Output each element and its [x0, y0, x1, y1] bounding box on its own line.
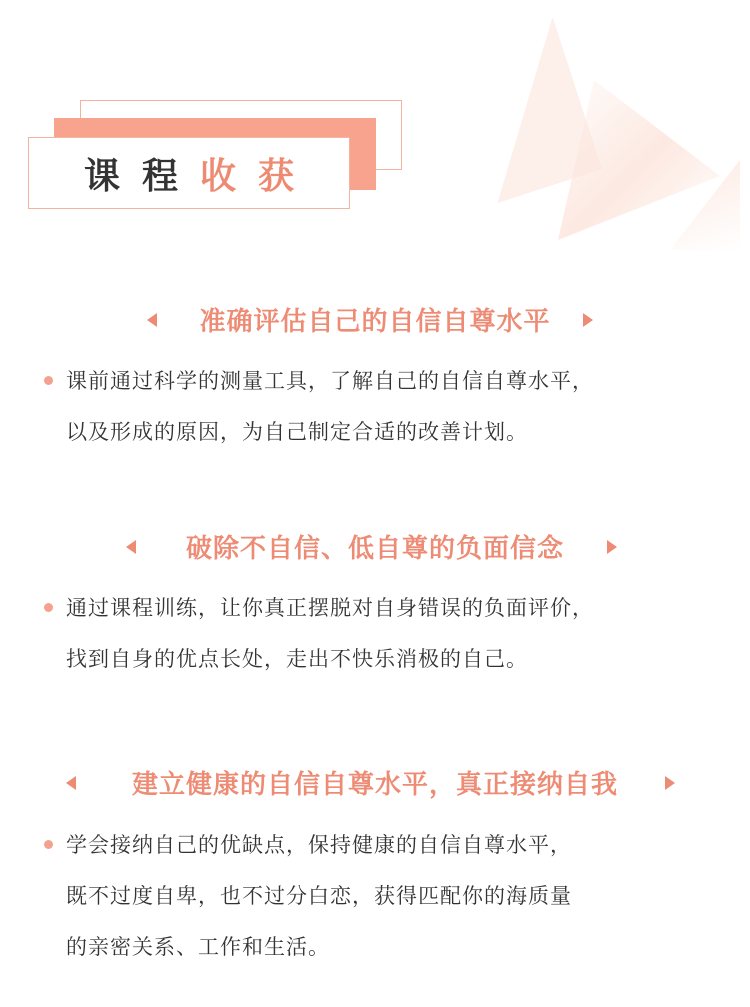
body-line: 既不过度自卑，也不过分白恋，获得匹配你的海质量 [66, 884, 572, 908]
section-heading-2: 破除不自信、低自尊的负面信念 [185, 534, 564, 564]
triangle-right-icon [665, 776, 675, 790]
section-heading-1: 准确评估自己的自信自尊水平 [199, 307, 551, 337]
title-part-1: 课程 [83, 155, 200, 197]
bullet-dot [44, 603, 53, 612]
body-line: 通过课程训练，让你真正摆脱对自身错误的负面评价， [66, 596, 594, 620]
section-body-1 [66, 356, 716, 458]
section-body-2 [66, 583, 716, 685]
bullet-dot [44, 376, 53, 385]
body-line: 学会接纳自己的优缺点，保持健康的自信自尊水平， [66, 833, 572, 857]
body-line: 的亲密关系、工作和生活。 [66, 935, 330, 959]
title-part-2: 收获 [200, 155, 317, 197]
body-line: 以及形成的原因，为自己制定合适的改善计划。 [66, 420, 528, 444]
body-line: 找到自身的优点长处，走出不快乐消极的自己。 [66, 647, 528, 671]
page-title [28, 137, 350, 209]
bullet-dot [44, 840, 53, 849]
section-body-3 [66, 820, 716, 973]
section-heading-3: 建立健康的自信自尊水平，真正接纳自我 [131, 770, 618, 800]
triangle-right-icon [583, 313, 593, 327]
triangle-right-icon [607, 540, 617, 554]
body-line: 课前通过科学的测量工具，了解自己的自信自尊水平， [66, 369, 594, 393]
